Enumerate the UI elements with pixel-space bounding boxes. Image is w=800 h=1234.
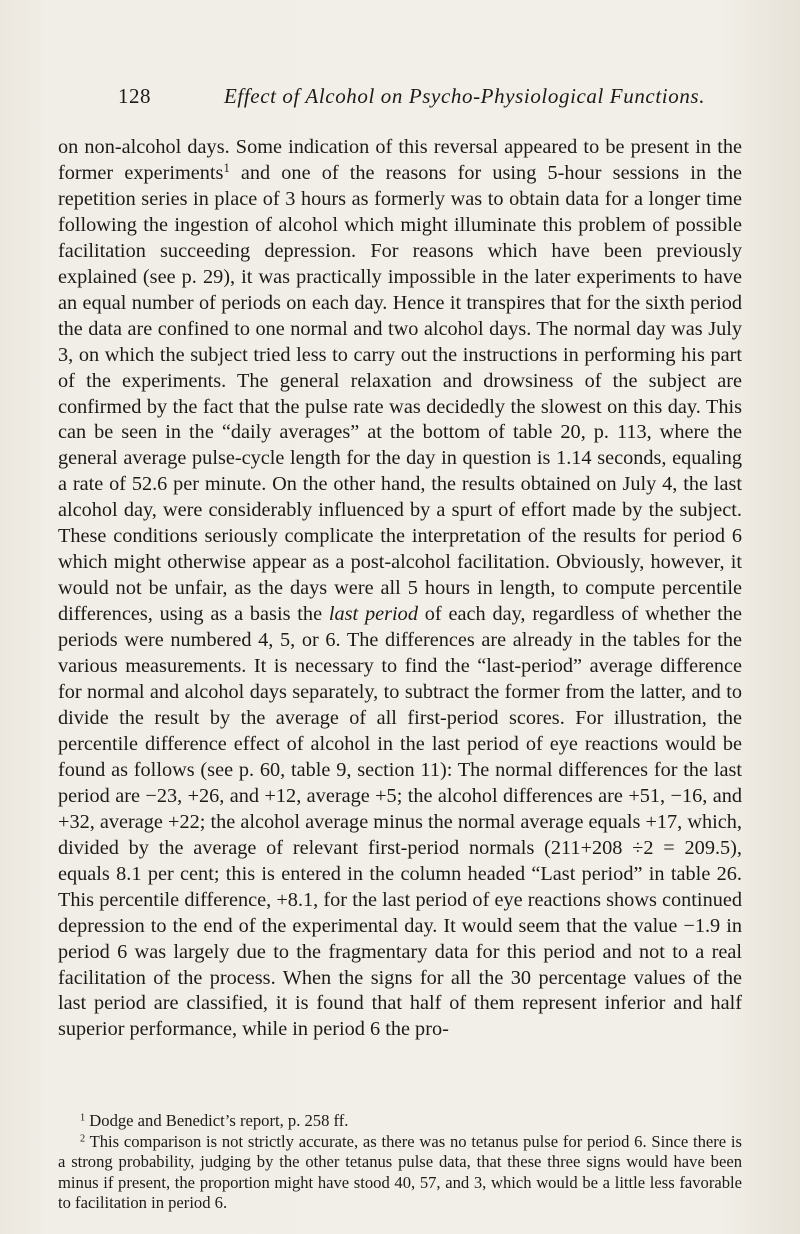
body-text — [58, 135, 742, 1043]
footnote-2 — [58, 1132, 742, 1214]
running-head — [118, 83, 718, 109]
footnote-reference-1: 1 — [223, 161, 230, 176]
footnote-text-2: This comparison is not strictly accurate, as there was no tetanus pulse for period 6. Since there is a strong probability, judging by the other tetanus pulse data, that these three signs would have been minus if present, the proportion might have stood 40, 57, and 3, which would be a little less favorable to facilitation in period 6. — [58, 1131, 742, 1212]
footnotes — [58, 1111, 742, 1214]
paragraph-text-part-1: on non-alcohol days. Some indication of this reversal appeared to be present in the former experiments — [58, 136, 742, 184]
footnote-marker-2: 2 — [80, 1132, 86, 1144]
paragraph-text-part-3: of each day, regardless of whether the periods were numbered 4, 5, or 6. The differences are already in the tables for the various measurements. It is necessary to find the “last-period” average difference for normal and alcohol days separately, to subtract the former from the latter, and to divide the result by the average of all first-period scores. For illustration, the percentile difference effect of alcohol in the last period of eye reactions would be found as follows (see p. 60, table 9, section 11): The normal differences for the last period are −23, +26, and +12, average +5; the alcohol differences are +51, −16, and +32, average +22; the alcohol average minus the normal average equals +17, which, divided by the average of relevant first-period normals (211+208 ÷2 = 209.5), equals 8.1 per cent; this is entered in the column headed “Last period” in table 26. This percentile difference, +8.1, for the last period of eye reactions shows continued depression to the end of the experimental day. It would seem that the value −1.9 in period 6 was largely due to the fragmentary data for this period and not to a real facilitation of the process. When the signs for all the 30 percentage values of the last period are classified, it is found that half of them represent inferior and half superior performance, while in period 6 the pro- — [58, 603, 742, 1041]
footnote-marker-1: 1 — [80, 1112, 86, 1124]
footnote-text-1: Dodge and Benedict’s report, p. 258 ff. — [85, 1111, 349, 1130]
emphasis-last-period: last period — [328, 603, 418, 626]
main-paragraph — [58, 135, 742, 1043]
footnote-1 — [58, 1111, 742, 1132]
page-number: 128 — [118, 84, 151, 108]
running-title: Effect of Alcohol on Psycho-Physiological Functions. — [224, 84, 706, 108]
paragraph-text-part-2: and one of the reasons for using 5-hour sessions in the repetition series in place of 3 hours as formerly was to obtain data for a longer time following the ingestion of alcohol which might illuminate this problem of possible facilitation succeeding depression. For reasons which have been previously explained (see p. 29), it was practically impossible in the later experiments to have an equal number of periods on each day. Hence it transpires that for the sixth period the data are confined to one normal and two alcohol days. The normal day was July 3, on which the subject tried less to carry out the instructions in performing his part of the experiments. The general relaxation and drowsiness of the subject are confirmed by the fact that the pulse rate was decidedly the slowest on this day. This can be seen in the “daily averages” at the bottom of table 20, p. 113, where the general average pulse-cycle length for the day in question is 1.14 seconds, equaling a rate of 52.6 per minute. On the other hand, the results obtained on July 4, the last alcohol day, were considerably influenced by a spurt of effort made by the subject. These conditions seriously complicate the interpretation of the results for period 6 which might otherwise appear as a post-alcohol facilitation. Obviously, however, it would not be unfair, as the days were all 5 hours in length, to compute percentile differences, using as a basis the — [58, 161, 742, 626]
